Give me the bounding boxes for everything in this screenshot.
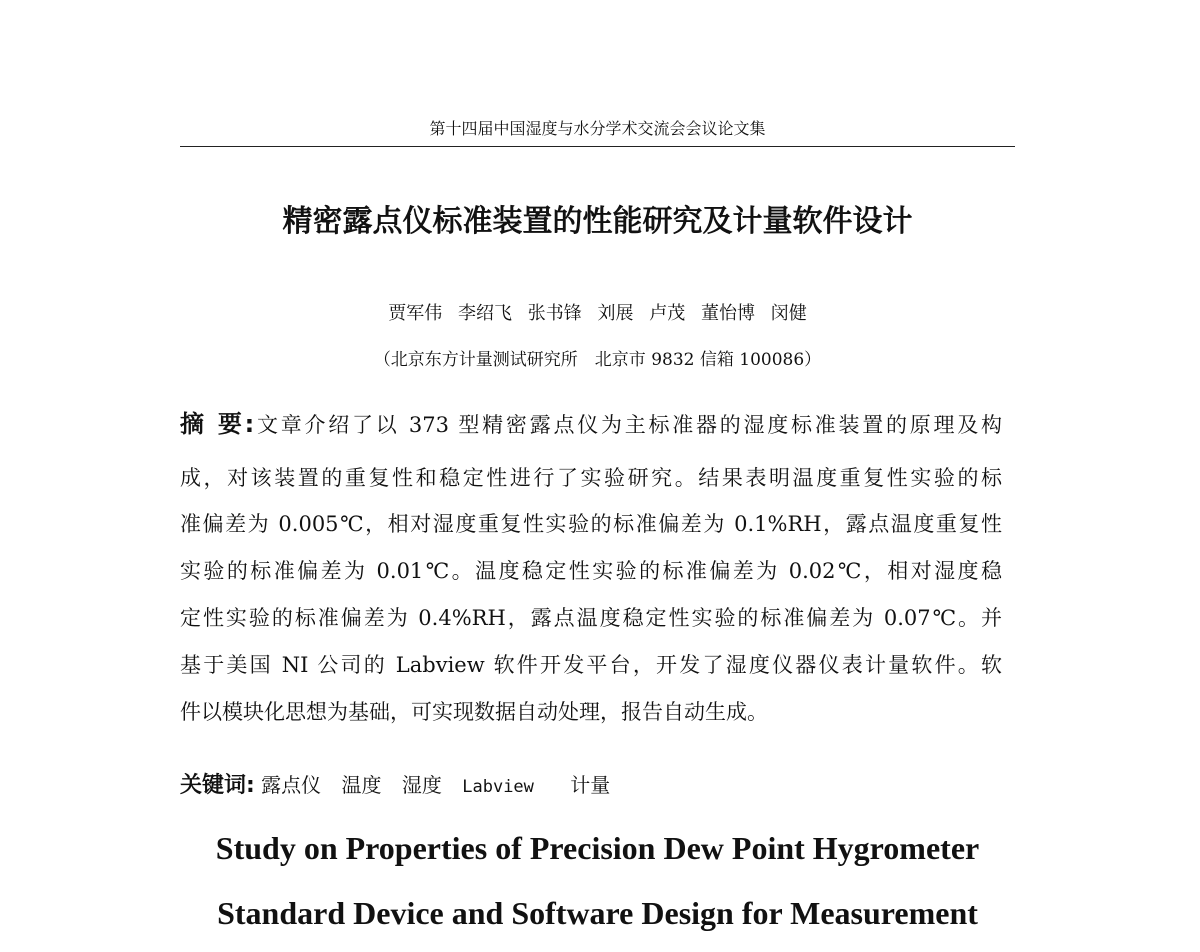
- author: 刘展: [597, 303, 634, 324]
- keywords: [180, 768, 624, 799]
- abstract-line: 实验的标准偏差为 0.01℃。温度稳定性实验的标准偏差为 0.02℃，相对湿度稳: [180, 559, 1002, 583]
- author: 董怡博: [700, 303, 755, 324]
- author: 卢茂: [649, 303, 686, 324]
- paper-title-en-line: Study on Properties of Precision Dew Point Hygrometer: [215, 830, 980, 866]
- header-rule: [180, 146, 1015, 147]
- paper-title-cn: 精密露点仪标准装置的性能研究及计量软件设计: [282, 204, 913, 239]
- keywords-label: 关键词:: [180, 773, 255, 798]
- author: 闵健: [770, 303, 807, 324]
- author: 张书锋: [527, 303, 582, 324]
- author: 贾军伟: [388, 303, 443, 324]
- author: 李绍飞: [458, 303, 513, 324]
- keyword: Labview: [462, 777, 534, 797]
- abstract-text: 文章介绍了以 373 型精密露点仪为主标准器的湿度标准装置的原理及构: [254, 413, 1002, 437]
- keyword: 计量: [570, 773, 611, 797]
- author-list: [180, 299, 1015, 325]
- paper-title-en-line: Standard Device and Software Design for Measurement: [217, 895, 978, 931]
- proceedings-header: 第十四届中国湿度与水分学术交流会会议论文集: [429, 119, 766, 138]
- abstract-line: 成，对该装置的重复性和稳定性进行了实验研究。结果表明温度重复性实验的标: [180, 466, 1002, 490]
- keyword: 温度: [341, 773, 382, 797]
- abstract-line: 定性实验的标准偏差为 0.4%RH，露点温度稳定性实验的标准偏差为 0.07℃。并: [180, 606, 1002, 630]
- affiliation: （北京东方计量测试研究所 北京市 9832 信箱 100086）: [373, 350, 822, 370]
- keyword: 湿度: [401, 773, 442, 797]
- abstract-line: 件以模块化思想为基础，可实现数据自动处理，报告自动生成。: [180, 700, 768, 724]
- abstract-line: 准偏差为 0.005℃，相对湿度重复性实验的标准偏差为 0.1%RH，露点温度重复性: [180, 512, 1002, 536]
- abstract-label: 摘 要:: [180, 410, 255, 438]
- abstract-line: [180, 404, 1002, 439]
- abstract-line: 基于美国 NI 公司的 Labview 软件开发平台，开发了湿度仪器仪表计量软件。软: [180, 653, 1002, 677]
- keyword: 露点仪: [261, 773, 322, 797]
